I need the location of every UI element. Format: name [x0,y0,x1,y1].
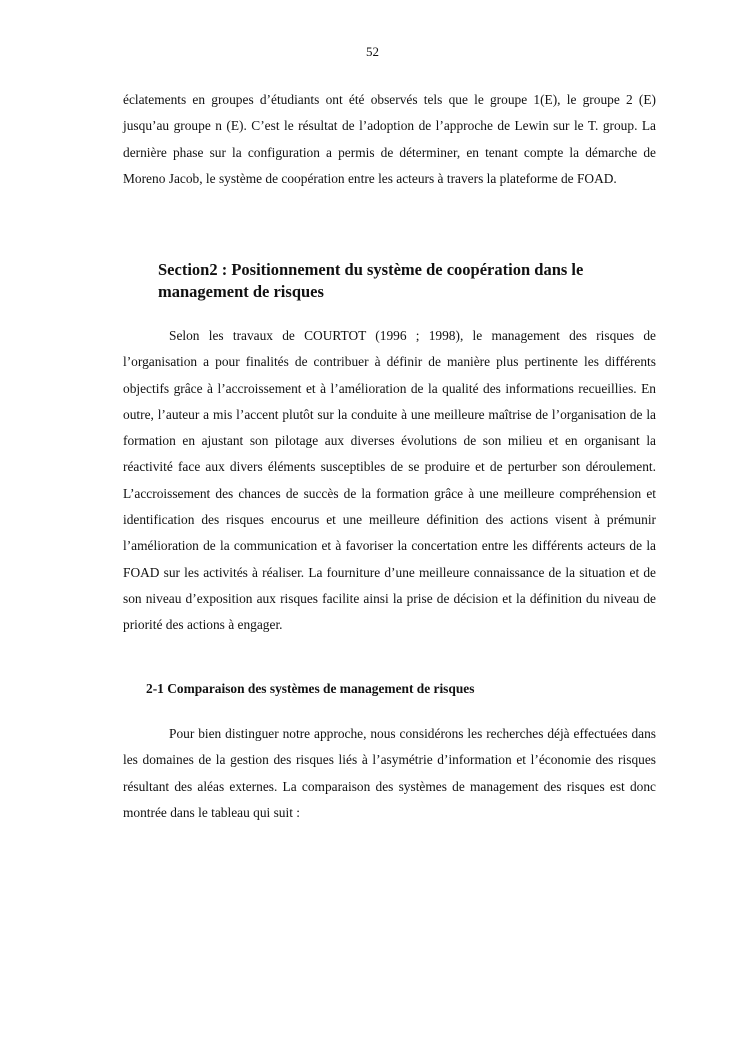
body-paragraph-intro [123,87,656,192]
subsection-title: 2-1 Comparaison des systèmes de management de risques [146,681,475,696]
body-paragraph-comparison [123,721,656,826]
paragraph-text: éclatements en groupes d’étudiants ont été observés tels que le groupe 1(E), le groupe 2 (E) jusqu’au groupe n (E). C’est le résultat de l’adoption de l’approche de Lewin sur le T. group. La dernière phase sur la configuration a permis de déterminer, en tenant compte la démarche de Moreno Jacob, le système de coopération entre les acteurs à travers la plateforme de FOAD. [123,92,656,186]
body-paragraph-courtot [123,323,656,639]
section-title: Section2 : Positionnement du système de coopération dans le management de risques [158,260,584,301]
paragraph-text: Pour bien distinguer notre approche, nous considérons les recherches déjà effectuées dans les domaines de la gestion des risques liés à l’asymétrie d’information et l’économie des risques résultant des aléas externes. La comparaison des systèmes de management des risques est donc montrée dans le tableau qui suit : [123,726,656,820]
page-number: 52 [366,44,379,59]
paragraph-text: Selon les travaux de COURTOT (1996 ; 1998), le management des risques de l’organisation a pour finalités de contribuer à définir de manière plus pertinente les différents objectifs grâce à l’accroissement et à l’amélioration de la qualité des informations recueillies. En outre, l’auteur a mis l’accent plutôt sur la conduite à une meilleure maîtrise de l’organisation de la formation en ajustant son pilotage aux diverses évolutions de son milieu et en organisant la réactivité face aux divers éléments susceptibles de se produire et de perturber son déroulement. L’accroissement des chances de succès de la formation grâce à une meilleure compréhension et identification des risques encourus et une meilleure définition des actions visent à prémunir l’amélioration de la communication et à favoriser la concertation entre les différents acteurs de la FOAD sur les activités à réaliser. La fourniture d’une meilleure connaissance de la situation et de son niveau d’exposition aux risques facilite ainsi la prise de décision et la définition du niveau de priorité des actions à engager. [123,328,656,633]
